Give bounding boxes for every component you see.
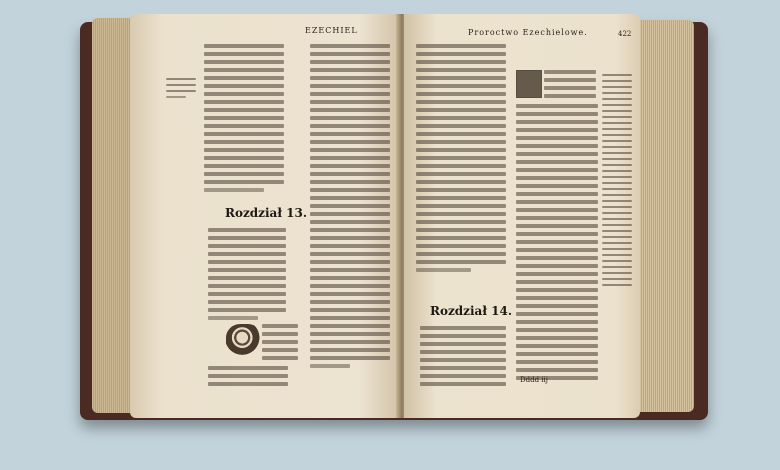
left-page: [130, 14, 400, 418]
left-marginal-note: [166, 78, 196, 102]
left-running-head: EZECHIEL: [305, 26, 358, 35]
right-page-edges: [636, 20, 694, 412]
left-woodcut-ornament: [226, 324, 262, 358]
left-page-edges: [92, 18, 132, 413]
right-marginal-notes: [602, 74, 632, 290]
left-page-text-col-1: [204, 44, 284, 196]
right-dropcap-initial: [516, 70, 542, 98]
left-page-text-col-1-lower: [208, 228, 286, 324]
right-page-text-col-1-lower: [420, 326, 506, 390]
right-page-text-col-1: [416, 44, 506, 276]
right-page: [404, 14, 640, 418]
right-page-text-col-2: [516, 104, 598, 384]
left-chapter-heading: Rozdział 13.: [225, 206, 308, 220]
right-running-head: Proroctwo Ezechielowe.: [468, 28, 588, 37]
right-chapter-heading: Rozdział 14.: [430, 304, 513, 318]
left-page-text-beside-woodcut: [262, 324, 298, 364]
right-signature-mark: Dddd iij: [520, 376, 548, 384]
right-page-text-beside-dropcap: [544, 70, 596, 102]
left-page-text-bottom: [208, 366, 288, 390]
right-folio-number: 422: [618, 30, 632, 38]
left-page-text-col-2: [310, 44, 390, 372]
